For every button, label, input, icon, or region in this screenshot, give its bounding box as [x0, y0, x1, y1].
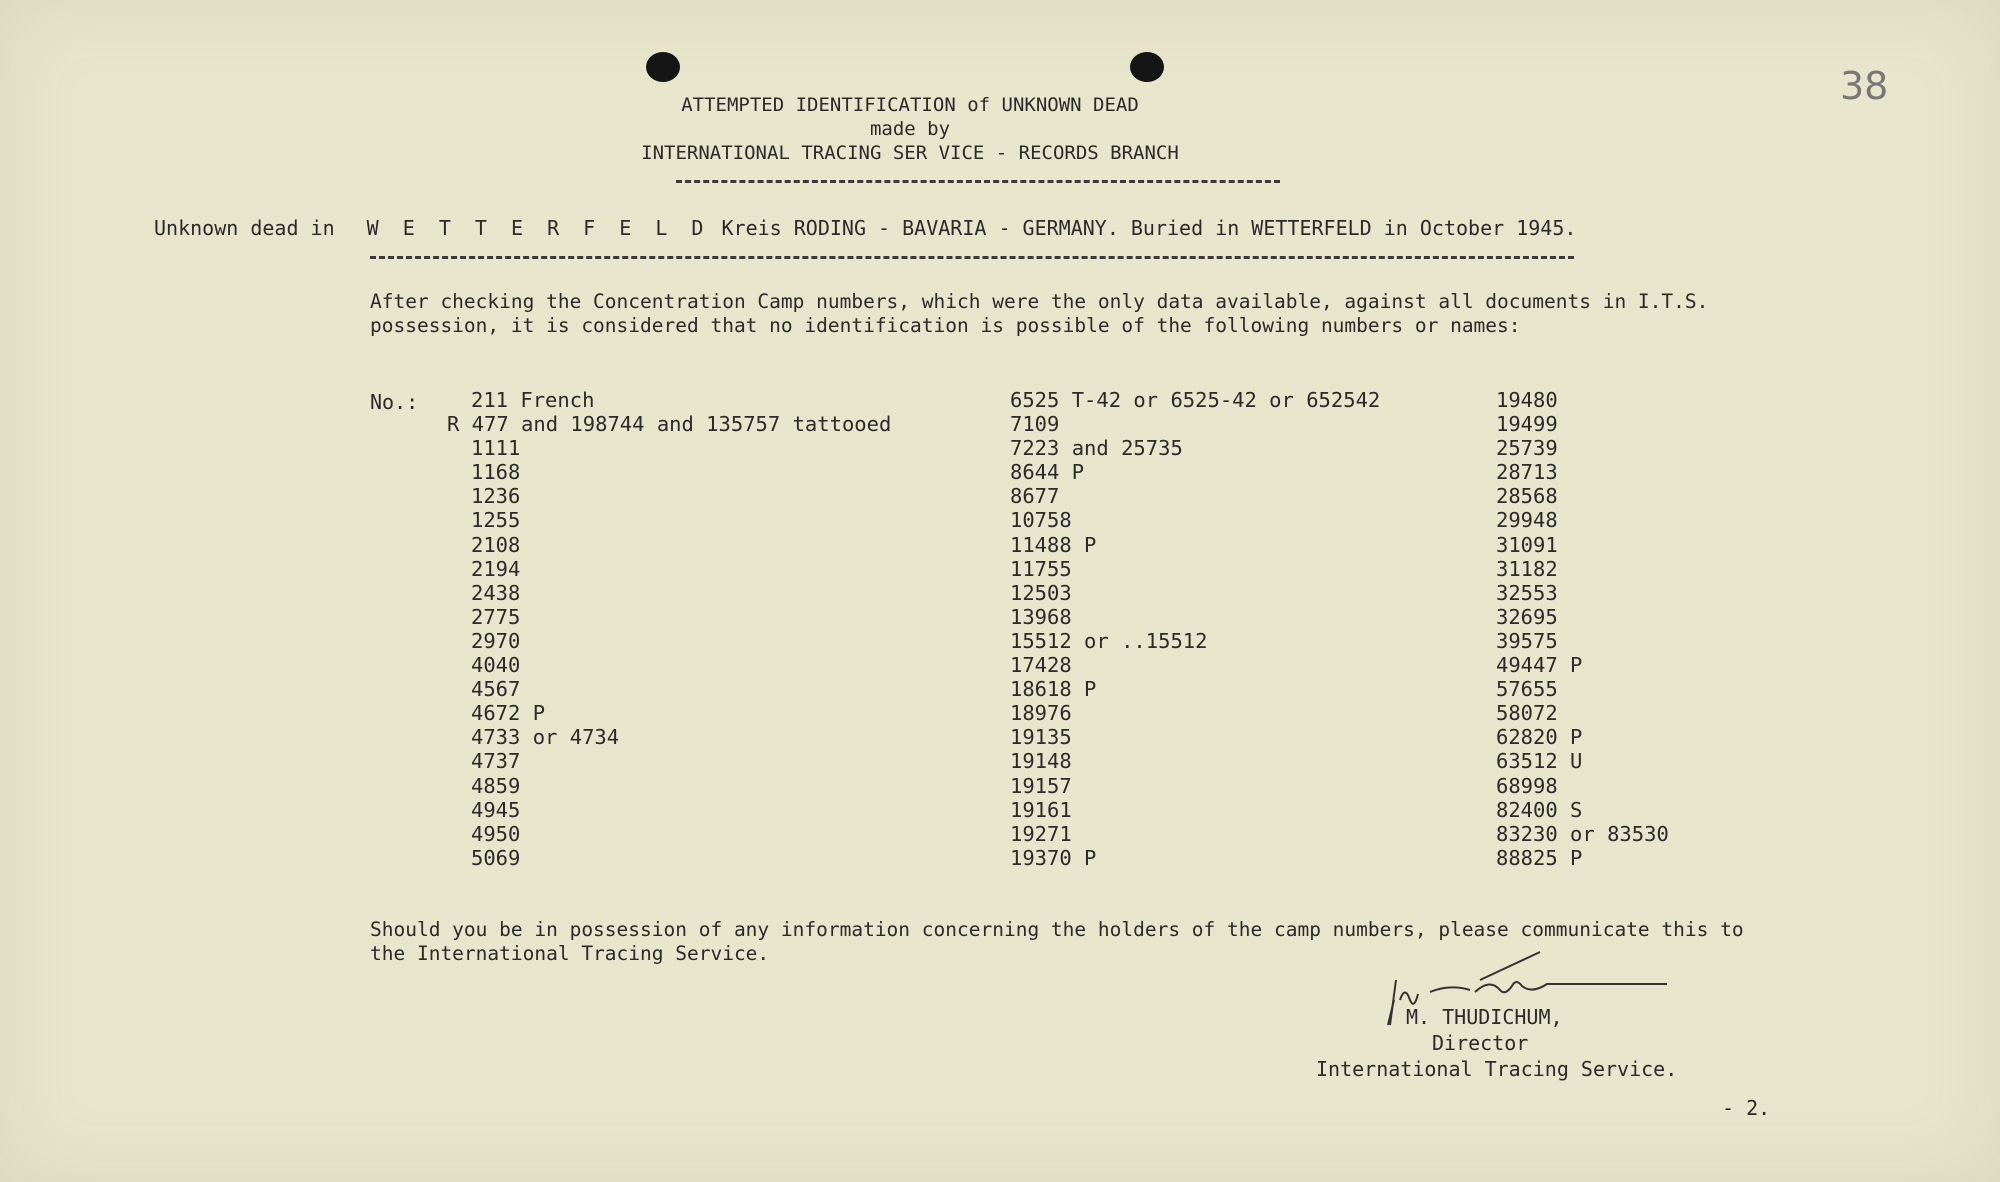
number-entry: 4040: [471, 653, 521, 678]
number-entry: 19480: [1496, 388, 1558, 412]
numbers-column-3: [1496, 388, 1669, 870]
signatory-title: Director: [1432, 1031, 1529, 1055]
number-entry: 7223 and 25735: [1010, 436, 1183, 461]
number-entry: 15512 or ..15512: [1010, 628, 1208, 653]
header-subtitle: made by: [869, 118, 951, 140]
number-entry: 2775: [471, 604, 521, 629]
number-entry: 211 French: [471, 388, 595, 412]
punch-hole-left: [646, 52, 680, 82]
number-entry: 6525 T-42 or 6525-42 or 652542: [1010, 388, 1381, 412]
number-entry: 28713: [1496, 460, 1558, 485]
number-entry: 57655: [1496, 677, 1558, 702]
number-entry: 8677: [1010, 484, 1060, 509]
number-entry: 1168: [471, 460, 521, 485]
number-entry: 19157: [1010, 773, 1072, 798]
number-entry: 88825 P: [1496, 845, 1583, 870]
intro-paragraph: After checking the Concentration Camp numbers, which were the only data available, against all documents in I.T.S. possession, it is considered that no identification is possible of the following numbers or names:: [370, 290, 1709, 337]
number-entry: 32695: [1496, 604, 1558, 629]
number-entry: 4672 P: [471, 701, 546, 726]
number-entry: 18618 P: [1010, 677, 1097, 702]
number-entry: 19148: [1010, 749, 1072, 774]
number-entry: 62820 P: [1496, 725, 1583, 750]
number-entry: 12503: [1010, 580, 1072, 605]
location-place: W E T T E R F E L D: [366, 216, 710, 240]
header-title: ATTEMPTED IDENTIFICATION of UNKNOWN DEAD: [681, 94, 1139, 116]
number-entry: 28568: [1496, 484, 1558, 509]
number-entry: 29948: [1496, 508, 1558, 533]
number-entry: 8644 P: [1010, 460, 1085, 485]
number-entry: 4733 or 4734: [471, 725, 620, 750]
number-entry: R 477 and 198744 and 135757 tattooed: [447, 412, 892, 437]
number-entry: 11488 P: [1010, 532, 1097, 557]
number-entry: 2970: [471, 628, 521, 653]
number-entry: 25739: [1496, 436, 1558, 461]
number-entry: 2438: [471, 580, 521, 605]
number-entry: 1111: [471, 436, 521, 461]
number-entry: 7109: [1010, 412, 1060, 437]
header-organization: INTERNATIONAL TRACING SER VICE - RECORDS BRANCH: [641, 142, 1179, 164]
number-entry: 31091: [1496, 532, 1558, 557]
number-entry: 2194: [471, 556, 521, 581]
number-entry: 2108: [471, 532, 521, 557]
punch-hole-right: [1130, 52, 1164, 82]
number-entry: 19370 P: [1010, 845, 1097, 870]
number-entry: 83230 or 83530: [1496, 821, 1669, 846]
number-entry: 31182: [1496, 556, 1558, 581]
number-entry: 1236: [471, 484, 521, 509]
number-entry: 4859: [471, 773, 521, 798]
number-entry: 4737: [471, 749, 521, 774]
number-entry: 1255: [471, 508, 521, 533]
footer-page-number: - 2.: [1722, 1096, 1771, 1120]
location-divider: [370, 256, 1574, 259]
numbers-column-2: [1010, 388, 1380, 870]
number-entry: 19271: [1010, 821, 1072, 846]
number-entry: 49447 P: [1496, 653, 1583, 678]
location-prefix: Unknown dead in: [154, 216, 335, 240]
number-entry: 5069: [471, 845, 521, 870]
number-entry: 82400 S: [1496, 797, 1583, 822]
page-number: 38: [1840, 64, 1889, 108]
closing-paragraph: Should you be in possession of any information concerning the holders of the camp numbers, please communicate this to the International Tracing Service.: [370, 918, 1744, 965]
numbers-label: No.:: [370, 390, 419, 414]
number-entry: 13968: [1010, 604, 1072, 629]
number-entry: 39575: [1496, 628, 1558, 653]
number-entry: 4945: [471, 797, 521, 822]
number-entry: 63512 U: [1496, 749, 1583, 774]
signature-block: [1316, 1004, 1677, 1082]
number-entry: 19135: [1010, 725, 1072, 750]
location-line: [154, 216, 1576, 240]
number-entry: 4567: [471, 677, 521, 702]
number-entry: 19499: [1496, 412, 1558, 437]
numbers-column-1: [447, 388, 892, 870]
number-entry: 32553: [1496, 580, 1558, 605]
number-entry: 10758: [1010, 508, 1072, 533]
signatory-name: M. THUDICHUM,: [1406, 1005, 1563, 1029]
number-entry: 68998: [1496, 773, 1558, 798]
number-entry: 19161: [1010, 797, 1072, 822]
header-divider: [676, 180, 1280, 183]
location-details: Kreis RODING - BAVARIA - GERMANY. Buried in WETTERFELD in October 1945.: [721, 216, 1577, 240]
number-entry: 4950: [471, 821, 521, 846]
number-entry: 17428: [1010, 653, 1072, 678]
signatory-organization: International Tracing Service.: [1316, 1057, 1678, 1081]
number-entry: 18976: [1010, 701, 1072, 726]
number-entry: 58072: [1496, 701, 1558, 726]
number-entry: 11755: [1010, 556, 1072, 581]
